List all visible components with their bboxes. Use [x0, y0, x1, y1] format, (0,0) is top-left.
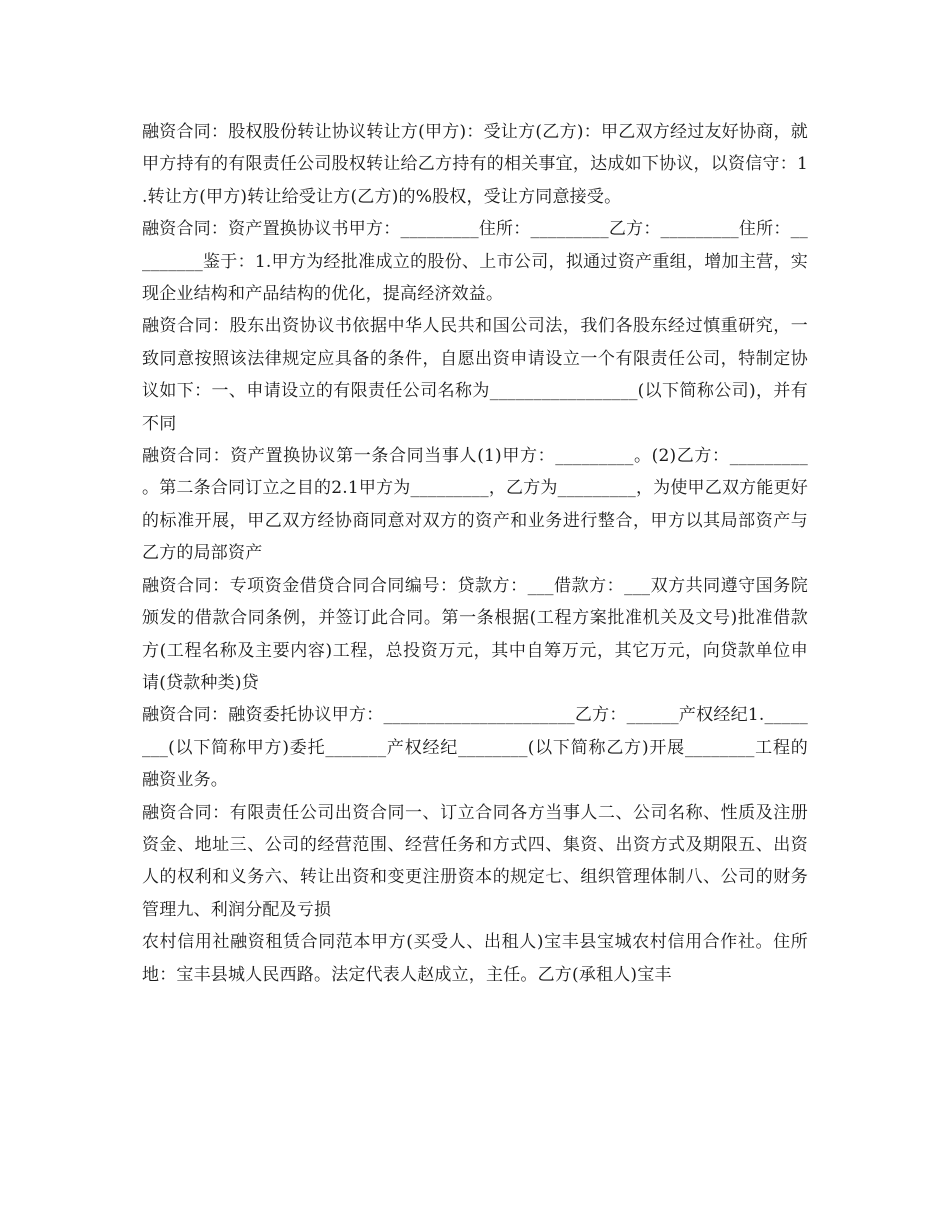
document-body: [142, 116, 808, 991]
paragraph-financing-entrustment: 融资合同：融资委托协议甲方：______________________乙方：______产权经纪1.________(以下简称甲方)委托_______产权经纪________(以下简称乙方)开展________工程的融资业务。: [142, 705, 808, 791]
paragraph-special-loan: 融资合同：专项资金借贷合同合同编号：贷款方：___借款方：___双方共同遵守国务院颁发的借款合同条例，并签订此合同。第一条根据(工程方案批准机关及文号)批准借款方(工程名称及主要内容)工程，总投资万元，其中自筹万元，其它万元，向贷款单位申请(贷款种类)贷: [142, 575, 808, 693]
paragraph-rural-credit-lease: 农村信用社融资租赁合同范本甲方(买受人、出租人)宝丰县宝城农村信用合作社。住所地：宝丰县城人民西路。法定代表人赵成立，主任。乙方(承租人)宝丰: [142, 932, 808, 985]
paragraph-equity-transfer: 融资合同：股权股份转让协议转让方(甲方)：受让方(乙方)：甲乙双方经过友好协商，就甲方持有的有限责任公司股权转让给乙方持有的相关事宜，达成如下协议，以资信守：1.转让方(甲方)转让给受让方(乙方)的%股权，受让方同意接受。: [142, 122, 808, 207]
paragraph-shareholder-contribution: 融资合同：股东出资协议书依据中华人民共和国公司法，我们各股东经过慎重研究，一致同意按照该法律规定应具备的条件，自愿出资申请设立一个有限责任公司，特制定协议如下：一、申请设立的有限责任公司名称为_________________(以下简称公司)，并有不同: [142, 316, 808, 434]
paragraph-llc-contribution: 融资合同：有限责任公司出资合同一、订立合同各方当事人二、公司名称、性质及注册资金、地址三、公司的经营范围、经营任务和方式四、集资、出资方式及期限五、出资人的权利和义务六、转让出资和变更注册资本的规定七、组织管理体制八、公司的财务管理九、利润分配及亏损: [142, 802, 808, 920]
paragraph-asset-swap-agreement: 融资合同：资产置换协议书甲方：_________住所：_________乙方：_________住所：_________鉴于：1.甲方为经批准成立的股份、上市公司，拟通过资产重组，增加主营，实现企业结构和产品结构的优化，提高经济效益。: [142, 219, 808, 305]
paragraph-asset-swap-parties: 融资合同：资产置换协议第一条合同当事人(1)甲方：_________。(2)乙方：_________。第二条合同订立之目的2.1甲方为_________，乙方为_________，为使甲乙双方能更好的标准开展，甲乙双方经协商同意对双方的资产和业务进行整合，甲方以其局部资产与乙方的局部资产: [142, 446, 808, 564]
